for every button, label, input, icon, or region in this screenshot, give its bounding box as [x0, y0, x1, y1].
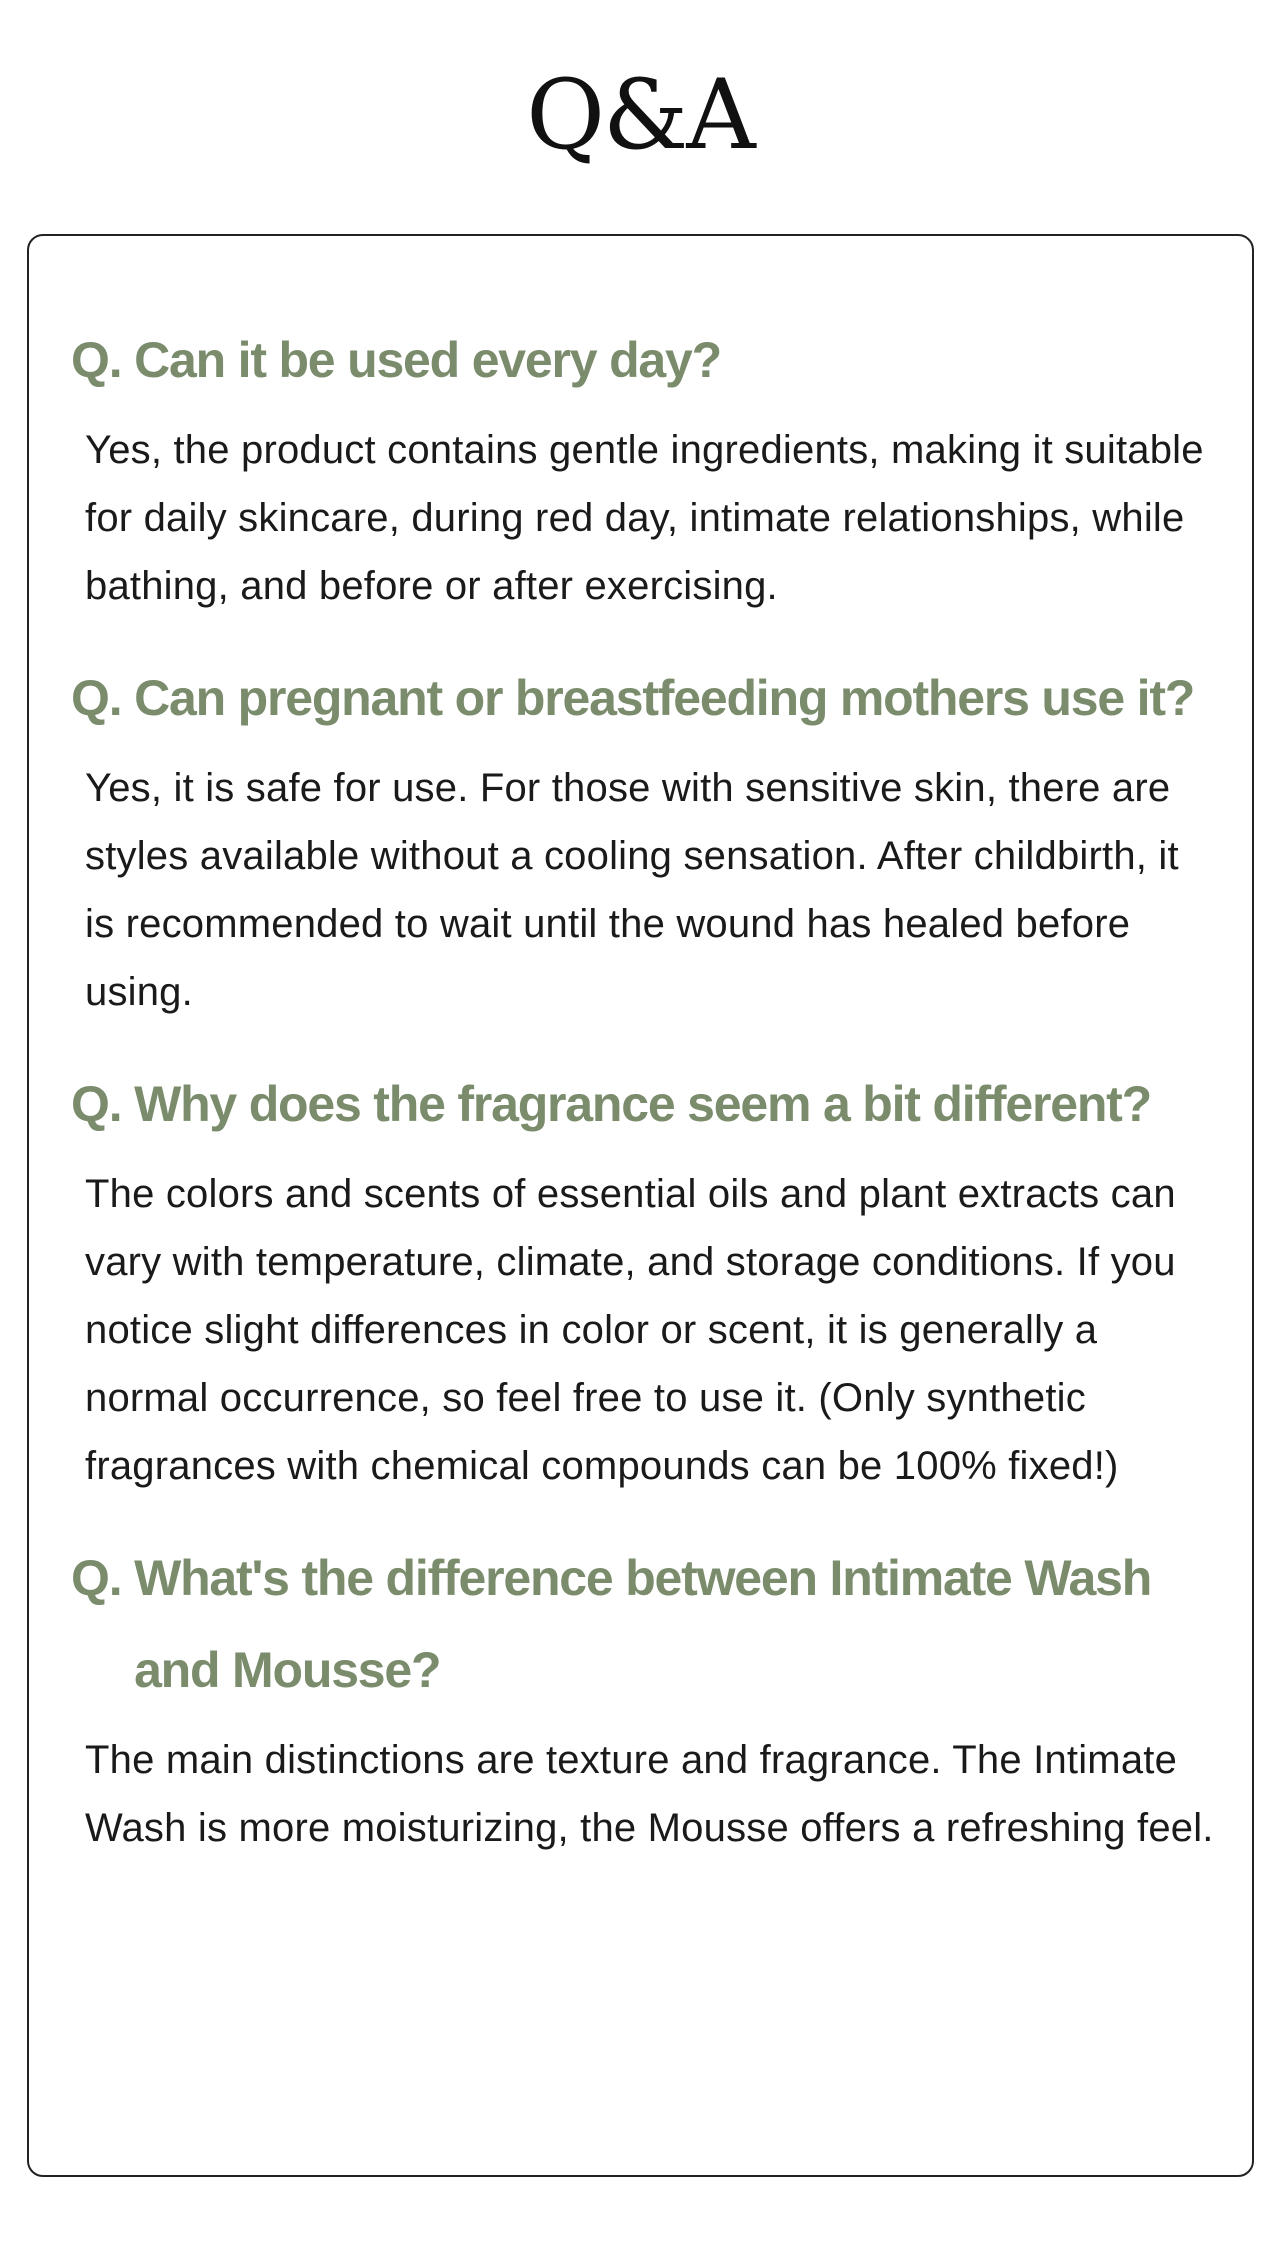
answer-text: The colors and scents of essential oils and plant extracts can vary with temperature, climate, and storage conditions. If you notice slight differences in color or scent, it is generally a normal occurrence, so feel free to use it. (Only synthetic fragrances with chemical compounds can be 100% fixed!) [85, 1172, 1176, 1488]
question-prefix: Q. [71, 1550, 135, 1606]
question-prefix: Q. [71, 1076, 135, 1132]
question-text: Why does the fragrance seem a bit different? [134, 1076, 1151, 1132]
question-prefix: Q. [71, 332, 135, 388]
qa-item [71, 1058, 1216, 1500]
question-text: What's the difference between Intimate Wash and Mousse? [134, 1550, 1152, 1698]
question-heading [71, 652, 1216, 744]
question-prefix: Q. [71, 670, 135, 726]
qa-item [71, 1532, 1216, 1862]
qa-card [27, 234, 1254, 2177]
answer-text: The main distinctions are texture and fragrance. The Intimate Wash is more moisturizing, the Mousse offers a refreshing feel. [85, 1738, 1214, 1850]
qa-item [71, 314, 1216, 620]
answer-text: Yes, the product contains gentle ingredients, making it suitable for daily skincare, during red day, intimate relationships, while bathing, and before or after exercising. [85, 428, 1204, 608]
page-title: Q&A [526, 59, 754, 171]
question-heading [71, 314, 1216, 406]
question-heading [71, 1532, 1216, 1716]
answer-text: Yes, it is safe for use. For those with sensitive skin, there are styles available without a cooling sensation. After childbirth, it is recommended to wait until the wound has healed before using. [85, 766, 1179, 1014]
question-text: Can pregnant or breastfeeding mothers use it? [134, 670, 1195, 726]
qa-item [71, 652, 1216, 1026]
question-text: Can it be used every day? [134, 332, 721, 388]
question-heading [71, 1058, 1216, 1150]
